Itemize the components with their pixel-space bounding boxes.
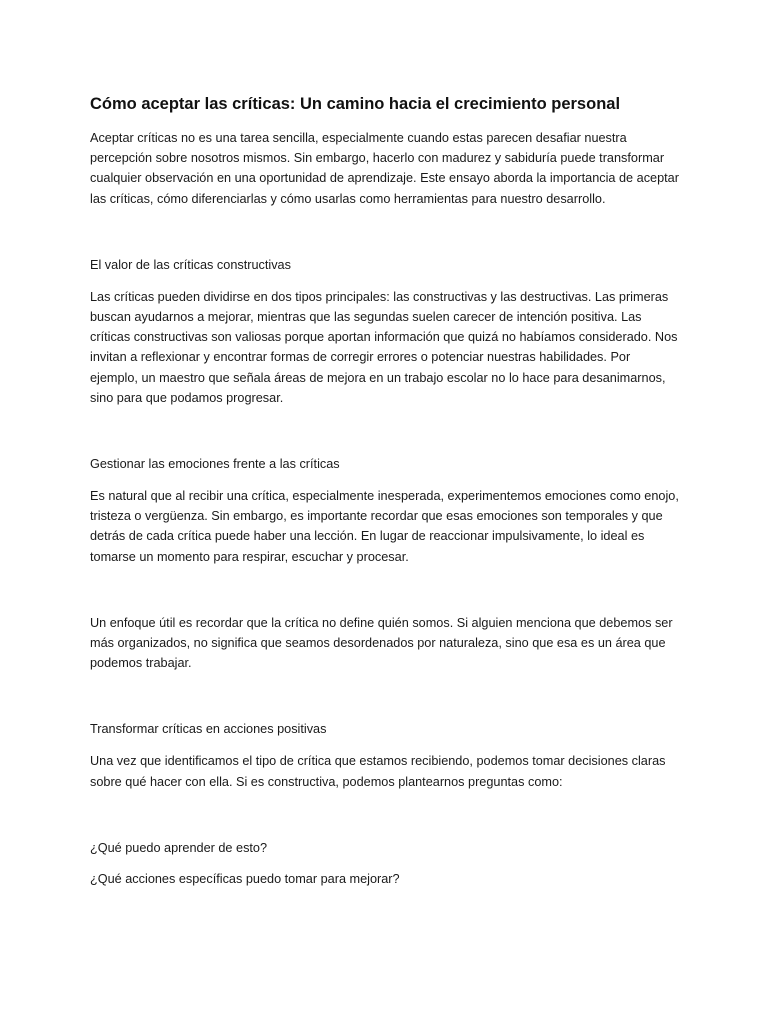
intro-paragraph: Aceptar críticas no es una tarea sencilla, especialmente cuando estas parecen desafiar nuestra percepción sobre nosotros mismos. Sin embargo, hacerlo con madurez y sabiduría puede transformar cualquier observación en una oportunidad de aprendizaje. Este ensayo aborda la importancia de aceptar las críticas, cómo diferenciarlas y cómo usarlas como herramientas para nuestro desarrollo. bbox=[90, 131, 679, 206]
section-heading-actions: Transformar críticas en acciones positivas bbox=[90, 722, 327, 737]
section-heading-constructive: El valor de las críticas constructivas bbox=[90, 257, 291, 272]
section-paragraph-emotions: Es natural que al recibir una crítica, especialmente inesperada, experimentemos emociones como enojo, tristeza o vergüenza. Sin embargo, es importante recordar que esas emociones son temporales y que detrás de cada crítica puede haber una lección. En lugar de reaccionar impulsivamente, lo ideal es tomarse un momento para respirar, escuchar y procesar. bbox=[90, 489, 679, 564]
section-paragraph-constructive: Las críticas pueden dividirse en dos tipos principales: las constructivas y las destructivas. Las primeras buscan ayudarnos a mejorar, mientras que las segundas suelen carecer de intención positiva. Las críticas constructivas son valiosas porque aportan información que quizá no habíamos considerado. Nos invitan a reflexionar y encontrar formas de corregir errores o potenciar nuestras habilidades. Por ejemplo, un maestro que señala áreas de mejora en un trabajo escolar no lo hace para desanimarnos, sino para que podamos progresar. bbox=[90, 289, 678, 405]
section-paragraph-actions: Una vez que identificamos el tipo de crítica que estamos recibiendo, podemos tomar decisiones claras sobre qué hacer con ella. Si es constructiva, podemos plantearnos preguntas como: bbox=[90, 754, 666, 789]
document-body bbox=[90, 92, 680, 889]
question-item: ¿Qué acciones específicas puedo tomar para mejorar? bbox=[90, 872, 400, 887]
question-item: ¿Qué puedo aprender de esto? bbox=[90, 840, 268, 855]
document-title: Cómo aceptar las críticas: Un camino hacia el crecimiento personal bbox=[90, 95, 621, 113]
section-paragraph-emotions-2: Un enfoque útil es recordar que la crítica no define quién somos. Si alguien menciona que debemos ser más organizados, no significa que seamos desordenados por naturaleza, sino que esa es un área que podemos trabajar. bbox=[90, 615, 673, 671]
section-heading-emotions: Gestionar las emociones frente a las críticas bbox=[90, 457, 340, 472]
